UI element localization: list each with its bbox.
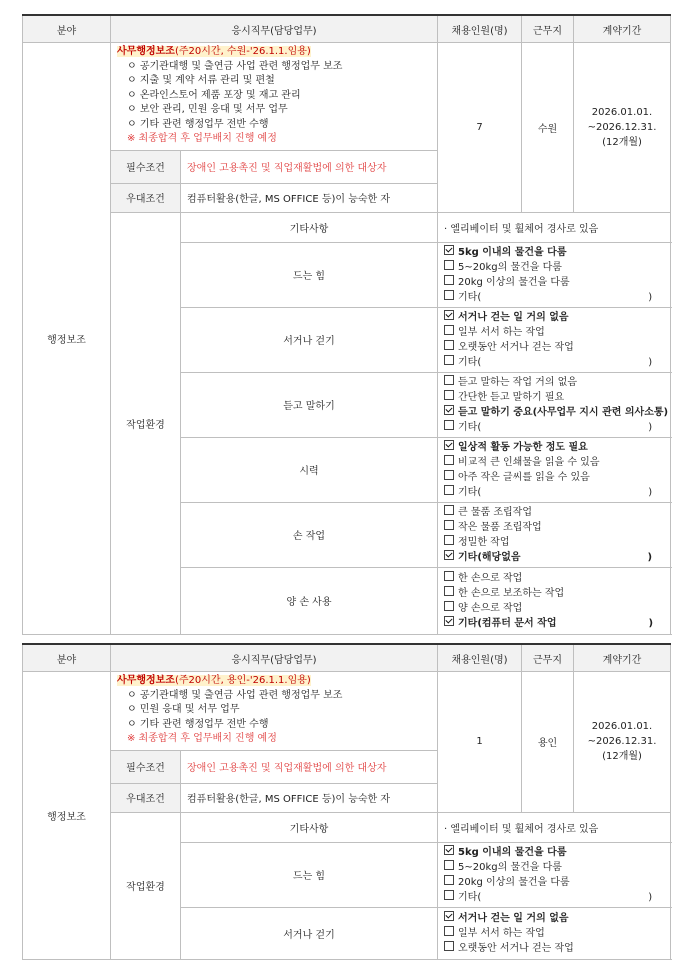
empty-box-icon xyxy=(444,455,454,465)
close-paren: ) xyxy=(648,617,654,629)
option-item xyxy=(444,485,664,500)
option-item xyxy=(444,290,664,305)
header-duty: 응시직무(담당업무) xyxy=(111,15,438,43)
misc-value: · 엘리베이터 및 휠체어 경사로 있음 xyxy=(438,212,671,242)
empty-box-icon xyxy=(444,601,454,611)
header-location: 근무지 xyxy=(522,15,574,43)
header-period: 계약기간 xyxy=(574,15,671,43)
option-text: 한 손으로 보조하는 작업 xyxy=(458,587,565,599)
duty-description xyxy=(111,672,438,751)
count-cell: 7 xyxy=(438,43,522,213)
empty-box-icon xyxy=(444,485,454,495)
header-field: 분야 xyxy=(23,644,111,672)
option-item xyxy=(444,390,664,405)
option-text: 기타( xyxy=(458,486,482,498)
option-item xyxy=(444,245,664,260)
duty-note: ※ 최종합격 후 업무배치 진행 예정 xyxy=(127,133,277,144)
option-item xyxy=(444,340,664,355)
empty-box-icon xyxy=(444,375,454,385)
header-location: 근무지 xyxy=(522,644,574,672)
option-text: 아주 작은 글씨를 읽을 수 있음 xyxy=(458,471,590,483)
option-text: 듣고 말하기 중요(사무업무 지시 관련 의사소통) xyxy=(458,406,669,418)
empty-box-icon xyxy=(444,571,454,581)
close-paren: ) xyxy=(648,356,653,368)
preferred-label: 우대조건 xyxy=(111,183,181,212)
required-label: 필수조건 xyxy=(111,150,181,183)
option-text: 기타( xyxy=(458,356,482,368)
duty-item: ㅇ 민원 응대 및 서무 업무 xyxy=(127,704,240,715)
job-table-yongin xyxy=(22,643,671,960)
option-text: 서거나 걷는 일 거의 없음 xyxy=(458,311,569,323)
duty-title: 사무행정보조(주20시간, 용인-'26.1.1.임용) xyxy=(117,675,311,686)
option-text: 20kg 이상의 물건을 다룸 xyxy=(458,876,570,888)
vision-label: 시력 xyxy=(181,437,438,502)
option-text: 양 손으로 작업 xyxy=(458,602,523,614)
empty-box-icon xyxy=(444,325,454,335)
checked-box-icon xyxy=(444,845,454,855)
field-cell: 행정보조 xyxy=(23,672,111,960)
empty-box-icon xyxy=(444,586,454,596)
header-field: 분야 xyxy=(23,15,111,43)
option-item xyxy=(444,455,664,470)
option-text: 한 손으로 작업 xyxy=(458,572,523,584)
option-text: 기타( xyxy=(458,891,482,903)
field-cell: 행정보조 xyxy=(23,43,111,635)
empty-box-icon xyxy=(444,941,454,951)
empty-box-icon xyxy=(444,355,454,365)
close-paren: ) xyxy=(647,551,653,563)
empty-box-icon xyxy=(444,875,454,885)
handwork-label: 손 작업 xyxy=(181,502,438,567)
header-count: 채용인원(명) xyxy=(438,644,522,672)
duty-note: ※ 최종합격 후 업무배치 진행 예정 xyxy=(127,733,277,744)
option-item xyxy=(444,941,664,956)
count-cell: 1 xyxy=(438,672,522,813)
period-cell: 2026.01.01. ~2026.12.31. (12개월) xyxy=(574,43,671,213)
duty-description xyxy=(111,43,438,151)
option-text: 작은 물품 조립작업 xyxy=(458,521,542,533)
checked-box-icon xyxy=(444,405,454,415)
option-item xyxy=(444,571,664,586)
duty-item: ㅇ 공기관대행 및 출연금 사업 관련 행정업무 보조 xyxy=(127,60,343,72)
checked-box-icon xyxy=(444,440,454,450)
hearing-label: 듣고 말하기 xyxy=(181,372,438,437)
option-text: 듣고 말하는 작업 거의 없음 xyxy=(458,376,577,388)
misc-label: 기타사항 xyxy=(181,212,438,242)
option-item xyxy=(444,440,664,455)
checked-box-icon xyxy=(444,245,454,255)
duty-item: ㅇ 지출 및 계약 서류 관리 및 편철 xyxy=(127,75,275,86)
option-item xyxy=(444,375,664,390)
option-item xyxy=(444,355,664,370)
option-item xyxy=(444,860,664,875)
required-value: 장애인 고용촉진 및 직업재활법에 의한 대상자 xyxy=(181,750,438,783)
empty-box-icon xyxy=(444,390,454,400)
option-item xyxy=(444,601,664,616)
option-item xyxy=(444,586,664,601)
option-text: 기타(컴퓨터 문서 작업 xyxy=(458,617,557,629)
option-item xyxy=(444,911,664,926)
checked-box-icon xyxy=(444,310,454,320)
option-item xyxy=(444,420,664,435)
location-cell: 용인 xyxy=(522,672,574,813)
misc-value: · 엘리베이터 및 휠체어 경사로 있음 xyxy=(438,812,671,842)
duty-item: ㅇ 공기관대행 및 출연금 사업 관련 행정업무 보조 xyxy=(127,689,343,701)
empty-box-icon xyxy=(444,890,454,900)
empty-box-icon xyxy=(444,420,454,430)
checked-box-icon xyxy=(444,616,454,626)
required-value: 장애인 고용촉진 및 직업재활법에 의한 대상자 xyxy=(181,150,438,183)
empty-box-icon xyxy=(444,926,454,936)
option-text: 일상적 활동 가능한 정도 필요 xyxy=(458,441,588,453)
close-paren: ) xyxy=(648,421,653,433)
option-text: 기타(해당없음 xyxy=(458,551,521,563)
empty-box-icon xyxy=(444,340,454,350)
option-item xyxy=(444,260,664,275)
header-count: 채용인원(명) xyxy=(438,15,522,43)
bothhands-options xyxy=(438,567,671,634)
option-text: 20kg 이상의 물건을 다룸 xyxy=(458,276,570,288)
lifting-label: 드는 힘 xyxy=(181,242,438,307)
option-item xyxy=(444,470,664,485)
option-text: 기타( xyxy=(458,421,482,433)
option-item xyxy=(444,275,664,290)
location-cell: 수원 xyxy=(522,43,574,213)
close-paren: ) xyxy=(648,486,653,498)
preferred-value: 컴퓨터활용(한글, MS OFFICE 등)이 능숙한 자 xyxy=(181,783,438,812)
option-text: 서거나 걷는 일 거의 없음 xyxy=(458,912,569,924)
option-item xyxy=(444,505,664,520)
duty-item: ㅇ 기타 관련 행정업무 전반 수행 xyxy=(127,718,269,730)
lifting-options xyxy=(438,242,671,307)
duty-title: 사무행정보조(주20시간, 수원-'26.1.1.임용) xyxy=(117,46,311,57)
option-item xyxy=(444,875,664,890)
lifting-options xyxy=(438,842,671,907)
standing-label: 서거나 걷기 xyxy=(181,907,438,959)
vision-options xyxy=(438,437,671,502)
preferred-value: 컴퓨터활용(한글, MS OFFICE 등)이 능숙한 자 xyxy=(181,183,438,212)
standing-label: 서거나 걷기 xyxy=(181,307,438,372)
option-item xyxy=(444,325,664,340)
option-text: 5kg 이내의 물건을 다룸 xyxy=(458,846,567,858)
option-text: 5~20kg의 물건을 다룸 xyxy=(458,861,562,873)
option-text: 5kg 이내의 물건을 다룸 xyxy=(458,246,567,258)
option-text: 5~20kg의 물건을 다룸 xyxy=(458,261,562,273)
lifting-label: 드는 힘 xyxy=(181,842,438,907)
option-item xyxy=(444,535,664,550)
option-text: 비교적 큰 인쇄물을 읽을 수 있음 xyxy=(458,456,600,468)
period-cell: 2026.01.01. ~2026.12.31. (12개월) xyxy=(574,672,671,813)
option-text: 큰 물품 조립작업 xyxy=(458,506,532,518)
duty-item: ㅇ 기타 관련 행정업무 전반 수행 xyxy=(127,118,269,130)
empty-box-icon xyxy=(444,275,454,285)
option-text: 기타( xyxy=(458,291,482,303)
option-item xyxy=(444,520,664,535)
standing-options xyxy=(438,907,671,959)
option-item xyxy=(444,616,664,631)
job-table-suwon xyxy=(22,14,671,635)
empty-box-icon xyxy=(444,470,454,480)
option-text: 오랫동안 서거나 걷는 작업 xyxy=(458,942,574,954)
header-period: 계약기간 xyxy=(574,644,671,672)
duty-item: ㅇ 온라인스토어 제품 포장 및 재고 관리 xyxy=(127,89,301,101)
standing-options xyxy=(438,307,671,372)
checked-box-icon xyxy=(444,550,454,560)
duty-item: ㅇ 보안 관리, 민원 응대 및 서무 업무 xyxy=(127,104,288,115)
option-item xyxy=(444,310,664,325)
empty-box-icon xyxy=(444,260,454,270)
option-text: 정밀한 작업 xyxy=(458,536,510,548)
close-paren: ) xyxy=(648,291,653,303)
option-item xyxy=(444,845,664,860)
preferred-label: 우대조건 xyxy=(111,783,181,812)
close-paren: ) xyxy=(648,891,653,903)
required-label: 필수조건 xyxy=(111,750,181,783)
header-duty: 응시직무(담당업무) xyxy=(111,644,438,672)
environment-label: 작업환경 xyxy=(111,212,181,634)
misc-label: 기타사항 xyxy=(181,812,438,842)
hearing-options xyxy=(438,372,671,437)
empty-box-icon xyxy=(444,535,454,545)
option-text: 오랫동안 서거나 걷는 작업 xyxy=(458,341,574,353)
bothhands-label: 양 손 사용 xyxy=(181,567,438,634)
empty-box-icon xyxy=(444,520,454,530)
option-text: 일부 서서 하는 작업 xyxy=(458,927,545,939)
option-item xyxy=(444,550,664,565)
option-text: 간단한 듣고 말하기 필요 xyxy=(458,391,565,403)
option-item xyxy=(444,890,664,905)
checked-box-icon xyxy=(444,911,454,921)
empty-box-icon xyxy=(444,860,454,870)
empty-box-icon xyxy=(444,290,454,300)
environment-label: 작업환경 xyxy=(111,812,181,959)
empty-box-icon xyxy=(444,505,454,515)
handwork-options xyxy=(438,502,671,567)
option-item xyxy=(444,926,664,941)
option-item xyxy=(444,405,669,420)
option-text: 일부 서서 하는 작업 xyxy=(458,326,545,338)
